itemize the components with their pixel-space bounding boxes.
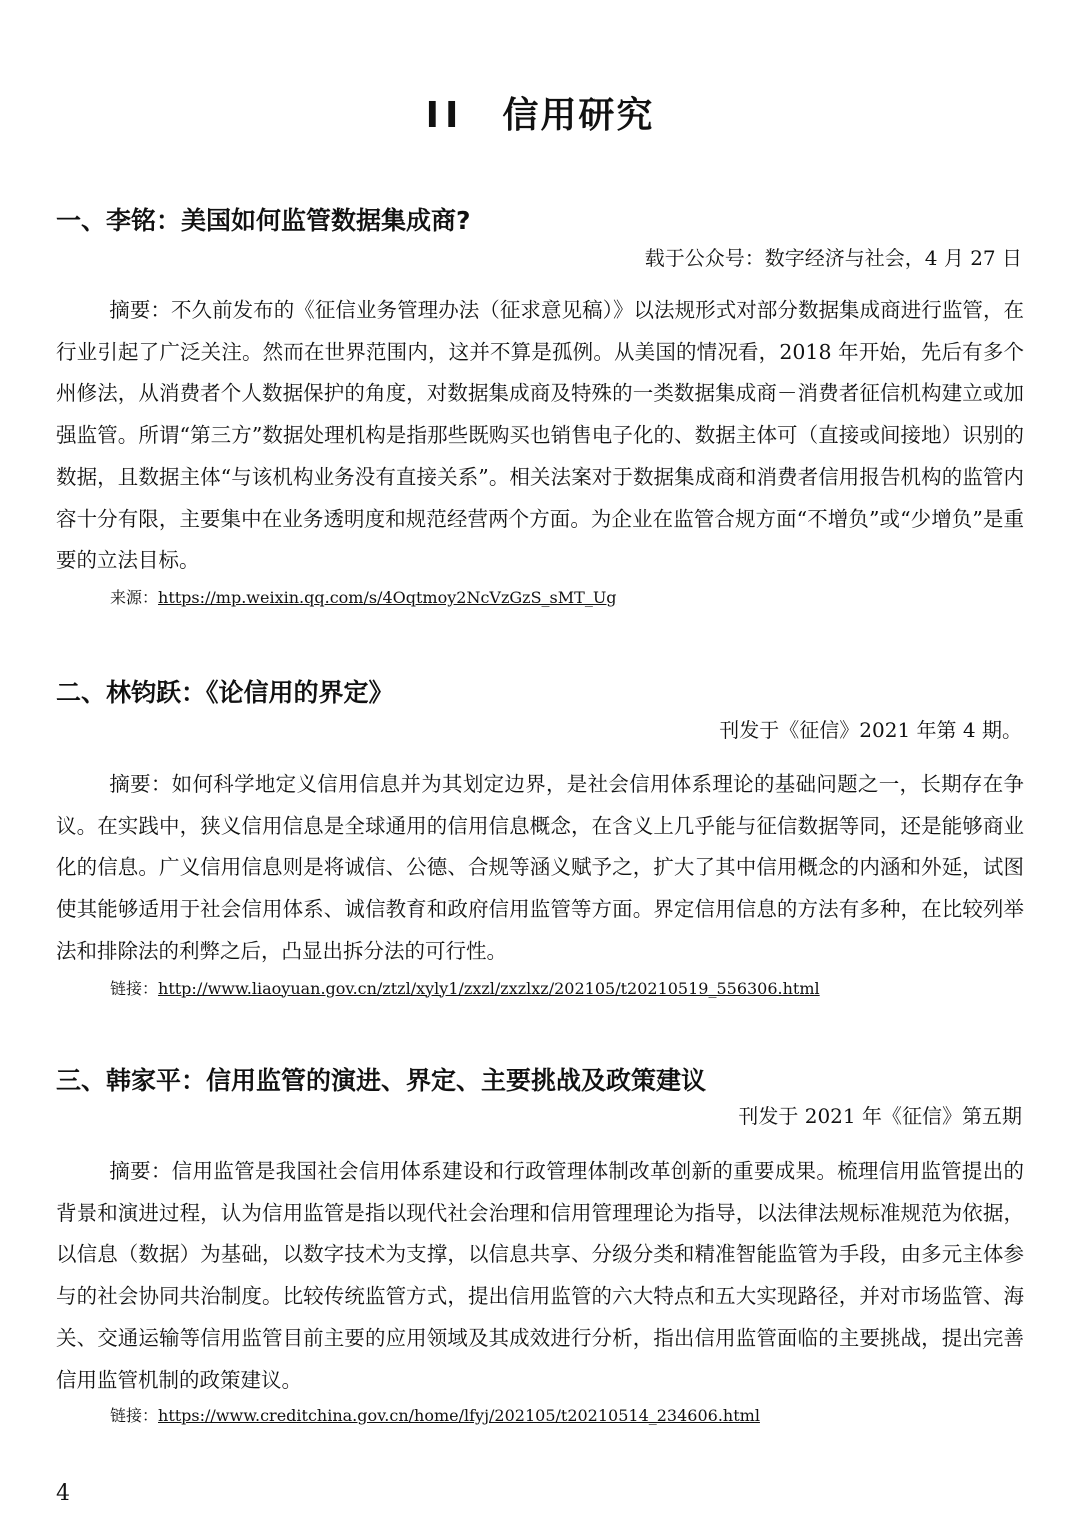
article-1 (56, 203, 1024, 611)
article-heading: 三、韩家平：信用监管的演进、界定、主要挑战及政策建议 (56, 1066, 707, 1095)
link-label: 链接： (110, 978, 159, 998)
article-link-line (56, 976, 1024, 1002)
article-source: 载于公众号：数字经济与社会，4 月 27 日 (644, 246, 1022, 270)
article-abstract: 摘要：信用监管是我国社会信用体系建设和行政管理体制改革创新的重要成果。梳理信用监管提出的背景和演进过程，认为信用监管是指以现代社会治理和信用管理理论为指导，以法律法规标准规范为依据，以信息（数据）为基础，以数字技术为支撑，以信息共享、分级分类和精准智能监管为手段，由多元主体参与的社会协同共治制度。比较传统监管方式，提出信用监管的六大特点和五大实现路径，并对市场监管、海关、交通运输等信用监管目前主要的应用领域及其成效进行分析，指出信用监管面临的主要挑战，提出完善信用监管机制的政策建议。 (56, 1159, 1024, 1392)
article-heading: 二、林钧跃：《论信用的界定》 (56, 678, 394, 707)
article-2 (56, 675, 1024, 1002)
link-label: 链接： (110, 1406, 159, 1426)
section-title-text: 信用研究 (502, 95, 655, 136)
article-abstract: 摘要：不久前发布的《征信业务管理办法（征求意见稿）》以法规形式对部分数据集成商进行监管，在行业引起了广泛关注。然而在世界范围内，这并不算是孤例。从美国的情况看，2018 年开始，先后有多个州修法，从消费者个人数据保护的角度，对数据集成商及特殊的一类数据集成商－消费者征信机构建立或加强监管。所谓“第三方”数据处理机构是指那些既购买也销售电子化的、数据主体可（直接或间接地）识别的数据，且数据主体“与该机构业务没有直接关系”。相关法案对于数据集成商和消费者信用报告机构的监管内容十分有限，主要集中在业务透明度和规范经营两个方面。为企业在监管合规方面“不增负”或“少增负”是重要的立法目标。 (56, 298, 1024, 573)
source-link[interactable]: https://mp.weixin.qq.com/s/4Oqtmoy2NcVzGzS_sMT_Ug (158, 587, 617, 607)
article-source: 刊发于 2021 年《征信》第五期 (738, 1104, 1022, 1128)
page-number: 4 (56, 1481, 70, 1506)
source-link[interactable]: https://www.creditchina.gov.cn/home/lfyj/202105/t20210514_234606.html (158, 1406, 760, 1426)
source-link[interactable]: http://www.liaoyuan.gov.cn/ztzl/xyly1/zxzl/zxzlxz/202105/t20210519_556306.html (158, 978, 820, 998)
section-title (0, 92, 1080, 140)
link-label: 来源： (110, 587, 159, 607)
article-link-line (56, 585, 1024, 611)
section-number: II (425, 95, 465, 136)
article-source: 刊发于《征信》2021 年第 4 期。 (719, 718, 1022, 742)
article-heading: 一、李铭：美国如何监管数据集成商? (56, 206, 471, 235)
article-abstract: 摘要：如何科学地定义信用信息并为其划定边界，是社会信用体系理论的基础问题之一，长期存在争议。在实践中，狭义信用信息是全球通用的信用信息概念，在含义上几乎能与征信数据等同，还是能够商业化的信息。广义信用信息则是将诚信、公德、合规等涵义赋予之，扩大了其中信用概念的内涵和外延，试图使其能够适用于社会信用体系、诚信教育和政府信用监管等方面。界定信用信息的方法有多种，在比较列举法和排除法的利弊之后，凸显出拆分法的可行性。 (56, 772, 1024, 963)
article-link-line (56, 1403, 1024, 1429)
article-3 (56, 1063, 1024, 1429)
